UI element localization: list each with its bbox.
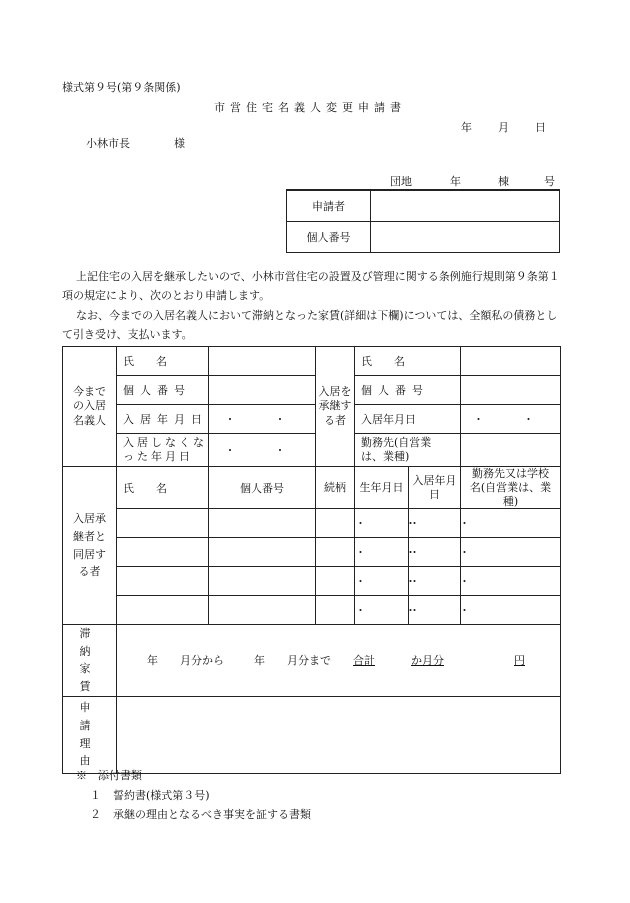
arrears-field[interactable] (117, 625, 561, 696)
cohab-relation-field[interactable] (316, 538, 355, 567)
current-number-field[interactable] (209, 376, 316, 405)
personal-number-field[interactable] (371, 222, 560, 253)
cohab-relation-field[interactable] (316, 567, 355, 596)
reason-field[interactable] (117, 696, 561, 773)
address-line[interactable] (286, 175, 560, 190)
current-name-field[interactable] (209, 347, 316, 376)
cohab-relation-header: 続柄 (316, 467, 355, 509)
cohab-birth-field[interactable]: ・ ・ (355, 567, 409, 596)
applicant-table (286, 190, 560, 253)
cohab-move-in-field[interactable]: ・ ・ (409, 596, 461, 625)
current-move-in-label: 入居年月日 (117, 405, 209, 434)
cohabitants-label: 入居承継者と同居する者 (63, 467, 117, 625)
address-mune: 棟 (498, 175, 509, 188)
cohab-birth-field[interactable]: ・ ・ (355, 509, 409, 538)
form-number: 様式第９号(第９条関係) (62, 81, 181, 94)
paragraph-arrears: なお、今までの入居名義人において滞納となった家賃(詳細は下欄)については、全額私の債務として引き受け、支払います。 (62, 309, 558, 341)
cohab-birth-field[interactable]: ・ ・ (355, 538, 409, 567)
arrears-label: 滞納家賃 (63, 625, 117, 696)
attachment-item (90, 789, 210, 802)
cohab-name-field[interactable] (117, 596, 209, 625)
cohab-workplace-header: 勤務先又は学校名(自営業は、業種) (461, 467, 561, 509)
current-move-out-field[interactable]: ・ ・ (209, 434, 316, 467)
attachment-item (90, 808, 311, 821)
cohab-birth-header: 生年月日 (355, 467, 409, 509)
current-move-out-label: 入居しなくなった年月日 (117, 434, 209, 467)
date-month: 月 (498, 121, 509, 134)
address-go: 号 (544, 175, 555, 188)
honorific: 様 (174, 137, 185, 150)
current-number-label: 個人番号 (117, 376, 209, 405)
arrears-from-year: 年 (147, 654, 158, 668)
applicant-field[interactable] (371, 191, 560, 222)
reason-label: 申請理由 (63, 696, 117, 773)
cohab-number-field[interactable] (209, 538, 316, 567)
document-title: 市営住宅名義人変更申請書 (214, 101, 406, 114)
main-table (62, 346, 561, 774)
date-day: 日 (535, 121, 546, 134)
addressee-name: 小林市長 (86, 137, 130, 150)
address-nen: 年 (450, 175, 461, 188)
address-danchi: 団地 (390, 175, 412, 188)
successor-name-label: 氏 名 (355, 347, 461, 376)
cohab-birth-field[interactable]: ・ ・ (355, 596, 409, 625)
cohab-name-header: 氏 名 (117, 467, 209, 509)
table-row (63, 596, 561, 625)
cohab-number-field[interactable] (209, 596, 316, 625)
successor-label: 入居を承継する者 (316, 347, 355, 467)
addressee (86, 137, 185, 150)
attachment-no: １ (90, 789, 101, 802)
cohab-number-field[interactable] (209, 509, 316, 538)
cohab-move-in-field[interactable]: ・ ・ (409, 509, 461, 538)
arrears-to-month: 月分まで (287, 654, 331, 668)
successor-name-field[interactable] (461, 347, 561, 376)
arrears-from-month: 月分から (180, 654, 224, 668)
date-line (461, 121, 546, 134)
cohab-move-in-field[interactable]: ・ ・ (409, 567, 461, 596)
successor-move-in-label: 入居年月日 (355, 405, 461, 434)
cohab-move-in-field[interactable]: ・ ・ (409, 538, 461, 567)
successor-workplace-field[interactable] (461, 434, 561, 467)
successor-workplace-label: 勤務先(自営業は、業種) (355, 434, 461, 467)
current-holder-label: 今までの入居名義人 (63, 347, 117, 467)
cohab-name-field[interactable] (117, 538, 209, 567)
table-row (63, 509, 561, 538)
arrears-total: 合計 か月分 円 (353, 654, 525, 668)
cohab-relation-field[interactable] (316, 509, 355, 538)
attachment-text: 承継の理由となるべき事実を証する書類 (113, 808, 311, 821)
arrears-to-year: 年 (254, 654, 265, 668)
current-name-label: 氏 名 (117, 347, 209, 376)
cohab-number-header: 個人番号 (209, 467, 316, 509)
current-move-in-field[interactable]: ・ ・ (209, 405, 316, 434)
cohab-name-field[interactable] (117, 567, 209, 596)
paragraph-request: 上記住宅の入居を継承したいので、小林市営住宅の設置及び管理に関する条例施行規則第９条第１項の規定により、次のとおり申請します。 (62, 270, 560, 302)
table-row (63, 567, 561, 596)
date-year: 年 (461, 121, 472, 134)
cohab-move-in-header: 入居年月日 (409, 467, 461, 509)
cohab-number-field[interactable] (209, 567, 316, 596)
applicant-label: 申請者 (287, 191, 371, 222)
successor-number-label: 個人番号 (355, 376, 461, 405)
attachments-title: ※ 添付書類 (76, 769, 142, 782)
attachment-no: ２ (90, 808, 101, 821)
personal-number-label: 個人番号 (287, 222, 371, 253)
successor-number-field[interactable] (461, 376, 561, 405)
cohab-name-field[interactable] (117, 509, 209, 538)
attachment-text: 誓約書(様式第３号) (113, 789, 210, 802)
table-row (63, 538, 561, 567)
successor-move-in-field[interactable]: ・ ・ (461, 405, 561, 434)
cohab-relation-field[interactable] (316, 596, 355, 625)
